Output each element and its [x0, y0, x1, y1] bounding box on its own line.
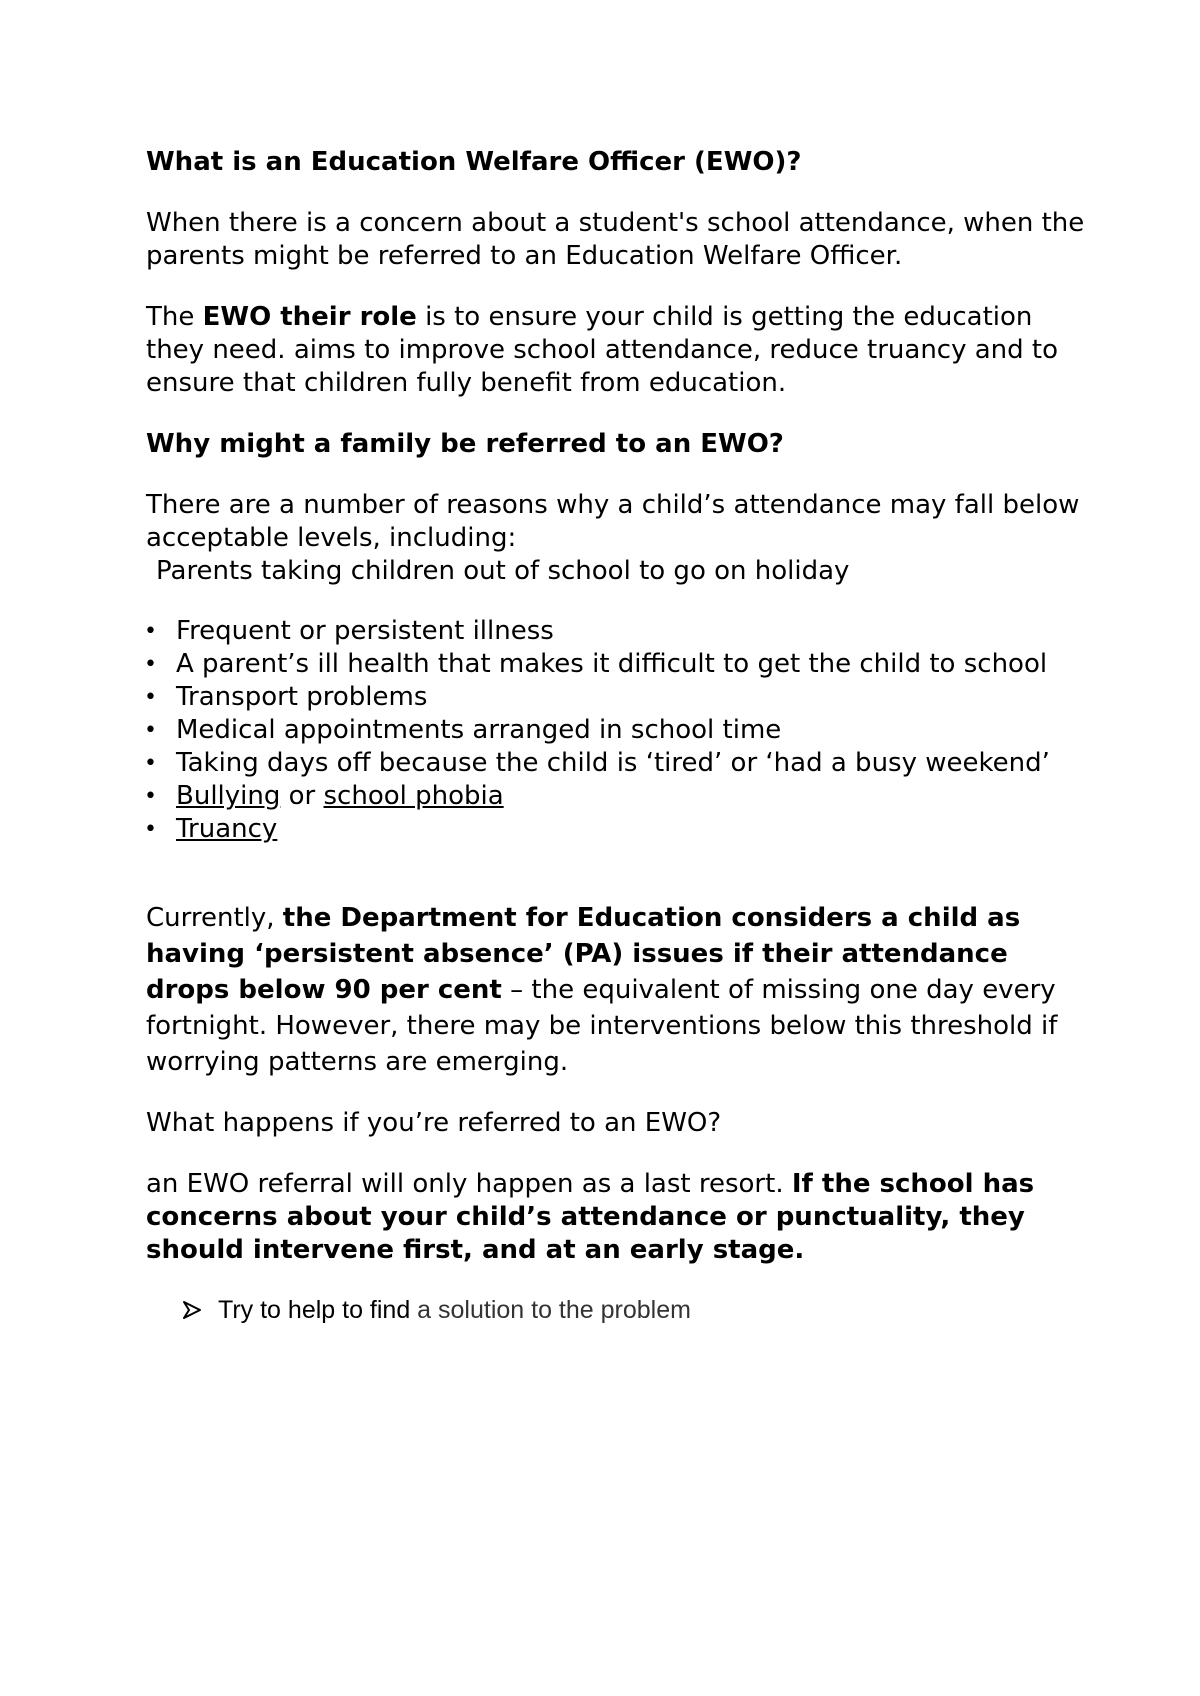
arrow-item-text	[218, 1294, 691, 1327]
text-segment: a solution to the problem	[417, 1296, 691, 1324]
text-segment: – the equivalent of missing one day every fortnight. However, there may be interventions below this threshold if worrying patterns are emerging.	[146, 975, 1058, 1077]
paragraph-last-resort	[146, 1168, 1086, 1267]
paragraph-ewo-role	[146, 301, 1086, 400]
text-segment: Try to help to find	[218, 1296, 418, 1324]
paragraph-concern: When there is a concern about a student's school attendance, when the parents might be referred to an Education Welfare Officer.	[146, 208, 1085, 271]
list-item	[146, 813, 1086, 846]
arrow-list-item	[146, 1294, 1086, 1327]
text-segment: The	[146, 302, 203, 332]
list-item: • Medical appointments arranged in school time	[146, 714, 1086, 747]
paragraph-what-happens: What happens if you’re referred to an EWO?	[146, 1108, 722, 1138]
paragraph-holiday: Parents taking children out of school to go on holiday	[156, 556, 850, 586]
text-segment: or	[280, 781, 324, 811]
list-item: • Transport problems	[146, 681, 1086, 714]
document-page	[146, 146, 1086, 1327]
heading-why-referred: Why might a family be referred to an EWO?	[146, 429, 784, 459]
text-segment: an EWO referral will only happen as a last resort.	[146, 1169, 792, 1199]
list-item: • Taking days off because the child is ‘tired’ or ‘had a busy weekend’	[146, 747, 1086, 780]
link-truancy[interactable]: Truancy	[176, 814, 278, 844]
bold-ewo-role: EWO their role	[202, 302, 417, 332]
list-item: • A parent’s ill health that makes it difficult to get the child to school	[146, 648, 1086, 681]
text-segment: Currently,	[146, 903, 283, 933]
paragraph-reasons: There are a number of reasons why a child’s attendance may fall below acceptable levels, including:	[146, 490, 1080, 553]
paragraph-persistent-absence	[146, 900, 1086, 1080]
bold-dfe-definition: the Department for Education considers a child as having ‘persistent absence’ (PA) issues if their attendance drops below 90 per cent	[146, 903, 1021, 1005]
arrow-bullet-icon	[182, 1294, 218, 1327]
reasons-list	[146, 615, 1086, 846]
link-bullying[interactable]: Bullying	[176, 781, 281, 811]
bold-school-intervene: If the school has concerns about your child’s attendance or punctuality, they should intervene first, and at an early stage.	[146, 1169, 1035, 1265]
heading-what-is-ewo: What is an Education Welfare Officer (EWO)?	[146, 147, 802, 177]
text-segment: is to ensure your child is getting the education they need. aims to improve school attendance, reduce truancy and to ensure that children fully benefit from education.	[146, 302, 1059, 398]
list-item: • Frequent or persistent illness	[146, 615, 1086, 648]
link-school-phobia[interactable]: school phobia	[323, 781, 504, 811]
list-item	[146, 780, 1086, 813]
